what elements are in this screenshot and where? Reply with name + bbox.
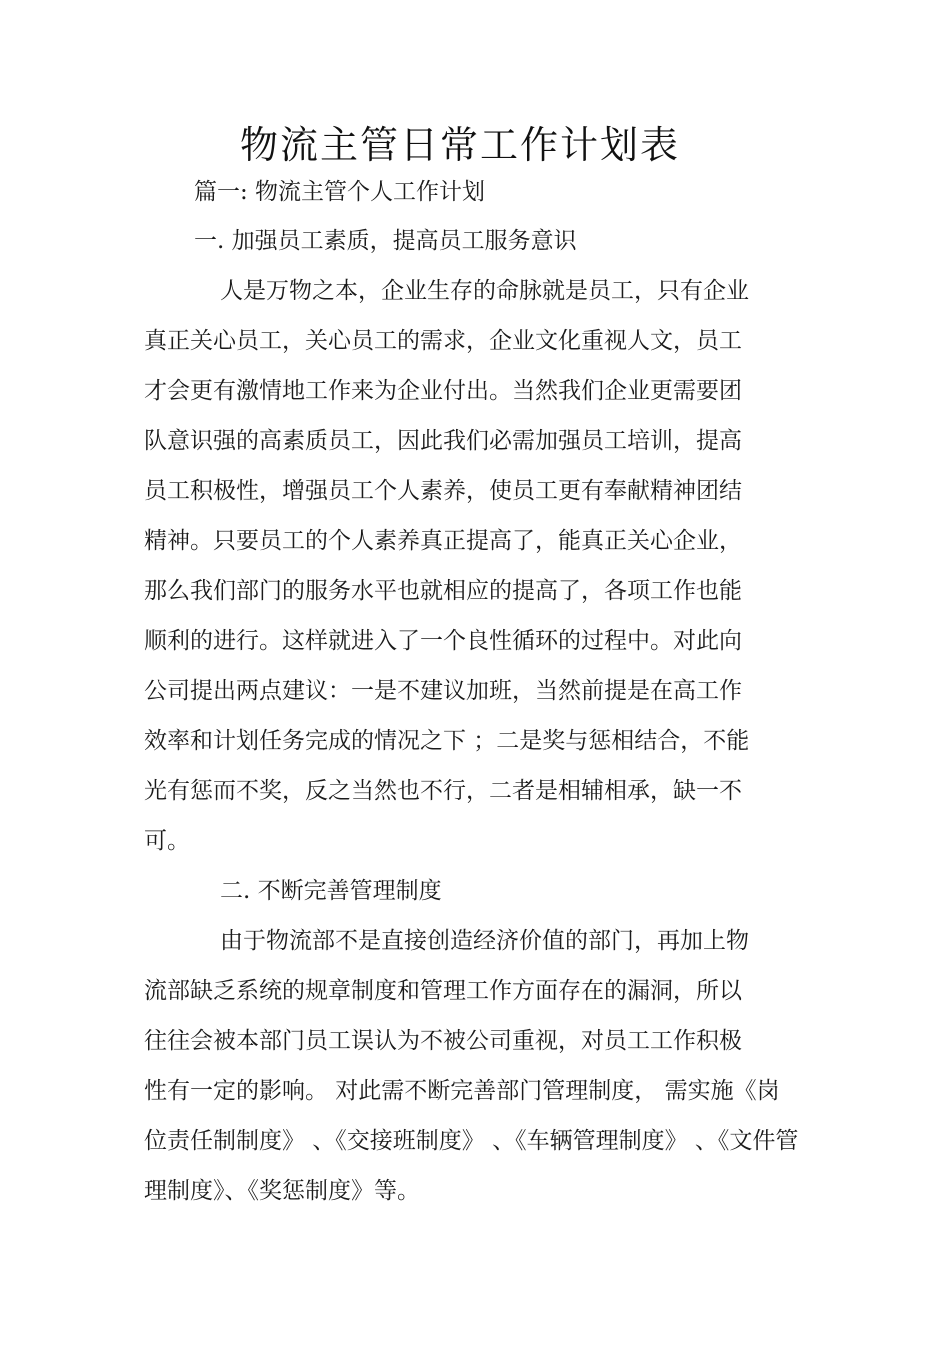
paragraph-line: 性有一定的影响。 对此需不断完善部门管理制度， 需实施《岗 bbox=[144, 1078, 780, 1104]
paragraph-line: 顺利的进行。这样就进入了一个良性循环的过程中。对此向 bbox=[144, 628, 742, 654]
paragraph-line: 人是万物之本，企业生存的命脉就是员工，只有企业 bbox=[220, 278, 749, 304]
paragraph-line: 员工积极性，增强员工个人素养，使员工更有奉献精神团结 bbox=[144, 478, 742, 504]
paragraph-line: 由于物流部不是直接创造经济价值的部门，再加上物 bbox=[220, 928, 749, 954]
paragraph-line: 公司提出两点建议：一是不建议加班，当然前提是在高工作 bbox=[144, 678, 742, 704]
document-title: 物流主管日常工作计划表 bbox=[239, 123, 680, 167]
paragraph-line: 理制度》、《奖惩制度》等。 bbox=[144, 1178, 420, 1204]
paragraph-line: 队意识强的高素质员工，因此我们必需加强员工培训，提高 bbox=[144, 428, 742, 454]
section-heading: 二. 不断完善管理制度 bbox=[220, 878, 442, 904]
paragraph-line: 往往会被本部门员工误认为不被公司重视，对员工工作积极 bbox=[144, 1028, 742, 1054]
paragraph-line: 那么我们部门的服务水平也就相应的提高了，各项工作也能 bbox=[144, 578, 742, 604]
paragraph-line: 流部缺乏系统的规章制度和管理工作方面存在的漏洞，所以 bbox=[144, 978, 742, 1004]
paragraph-line: 位责任制制度》 、《交接班制度》 、《车辆管理制度》 、《文件管 bbox=[144, 1128, 799, 1154]
paragraph-line: 才会更有激情地工作来为企业付出。当然我们企业更需要团 bbox=[144, 378, 742, 404]
document-subtitle: 篇一: 物流主管个人工作计划 bbox=[194, 179, 486, 205]
paragraph-line: 光有惩而不奖，反之当然也不行，二者是相辅相承，缺一不 bbox=[144, 778, 742, 804]
paragraph-line: 真正关心员工，关心员工的需求，企业文化重视人文，员工 bbox=[144, 328, 742, 354]
section-heading: 一. 加强员工素质，提高员工服务意识 bbox=[194, 228, 577, 254]
paragraph-line: 可。 bbox=[144, 828, 190, 854]
paragraph-line: 效率和计划任务完成的情况之下 ；二是奖与惩相结合，不能 bbox=[144, 728, 750, 754]
paragraph-line: 精神。只要员工的个人素养真正提高了，能真正关心企业， bbox=[144, 528, 742, 554]
